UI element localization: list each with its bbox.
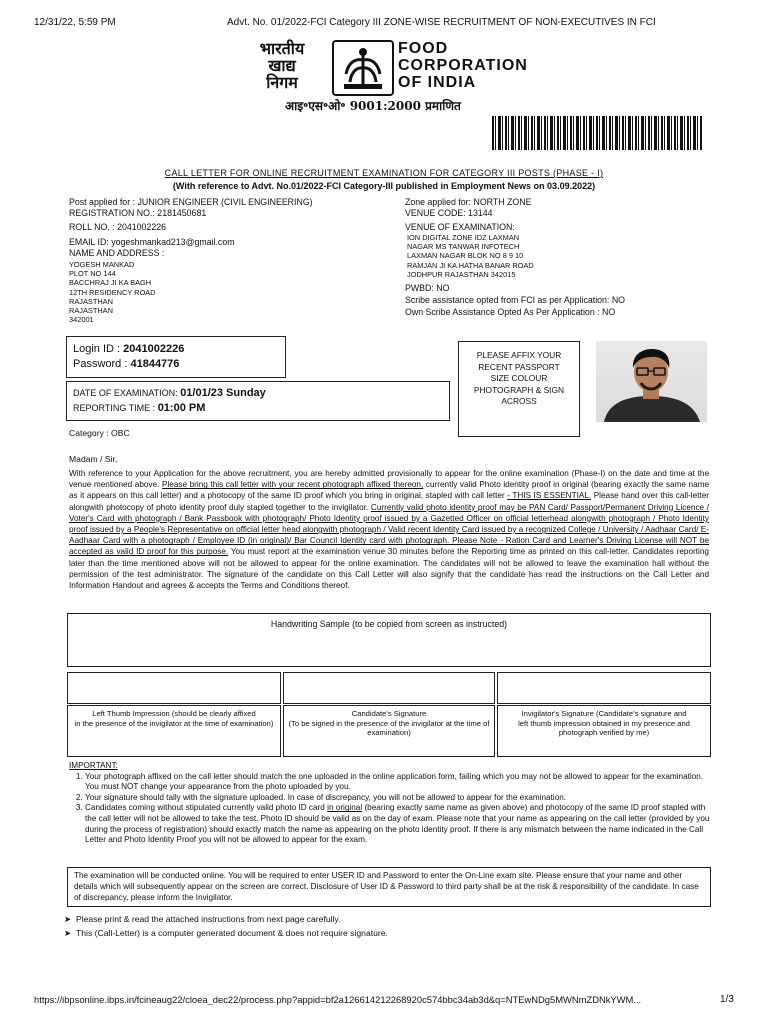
call-letter-subtitle: (With reference to Advt. No.01/2022-FCI Category-III published in Employment News on 03.09.2022) — [172, 181, 596, 191]
logo-english-line3: OF INDIA — [398, 74, 477, 91]
print-title: Advt. No. 01/2022-FCI Category III ZONE-WISE RECRUITMENT OF NON-EXECUTIVES IN FCI — [227, 17, 656, 28]
body-hand-over: Please hand over this call-letter alongwith photocopy of photo identity proof duly stapled together to the invigilator. — [69, 491, 709, 512]
category: Category : OBC — [69, 428, 130, 438]
candidate-photo — [596, 341, 707, 422]
affix-photo-box: PLEASE AFFIX YOUR RECENT PASSPORT SIZE COLOUR PHOTOGRAPH & SIGN ACROSS — [458, 341, 580, 437]
candidate-signature-label — [283, 705, 495, 757]
venue-code: VENUE CODE: 13144 — [405, 208, 493, 218]
exam-date-label: DATE OF EXAMINATION: — [73, 388, 181, 398]
address-line: YOGESH MANKAD — [69, 260, 135, 269]
venue-address — [407, 233, 725, 279]
arrow-bullet-icon: ➤ — [64, 914, 72, 924]
candidate-address — [69, 260, 389, 324]
venue-label: VENUE OF EXAMINATION: — [405, 222, 515, 232]
password-value: 41844776 — [130, 358, 180, 370]
address-line: 12TH RESIDENCY ROAD — [69, 287, 156, 297]
candidate-details — [69, 197, 389, 324]
important-item — [85, 803, 711, 845]
address-line: RAJASTHAN — [69, 296, 113, 306]
address-line: 342001 — [69, 315, 94, 325]
scribe-fci: Scribe assistance opted from FCI as per Application: NO — [405, 295, 626, 306]
venue-line: LAXMAN NAGAR BLOK NO 8 9 10 — [407, 251, 524, 261]
invigilator-signature-label — [497, 705, 711, 757]
logo-hindi-line3: निगम — [266, 73, 298, 92]
handwriting-sample-box — [67, 613, 711, 667]
reporting-time-value: 01:00 PM — [157, 402, 206, 414]
iso-certification: आइ॰एस॰ओ॰ 9001:2000 प्रमाणित — [285, 99, 461, 113]
venue-line: NAGAR MS TANWAR INFOTECH — [407, 242, 520, 252]
thumb-impression-area — [67, 672, 281, 704]
footer-note-text: Please print & read the attached instructions from next page carefully. — [76, 914, 341, 924]
body-reporting: You must report at the examination venue 30 minutes before the Reporting time as printed on this call-letter. Candidates reporting later than the time mentioned above will not be allowed to appear for the online examination. The candidates will not be allowed to leave the examination hall without the permission of the test administrator. The signature of the candidate on this Call Letter will also signify that the candidate has read the instructions on the Call Letter and Information Handout and agrees & accepts the Terms and Conditions thereof. — [69, 547, 709, 591]
person-photo-icon — [596, 341, 707, 422]
footer-note — [64, 927, 388, 941]
pwbd-status: PWBD: NO — [405, 283, 450, 294]
footer-note-text: This (Call-Letter) is a computer generated document & does not require signature. — [76, 927, 388, 938]
thumb-impression-label — [67, 705, 281, 757]
address-line: PLOT NO 144 — [69, 269, 116, 279]
logo-hindi-line1: भारतीय — [259, 39, 305, 58]
logo-hindi-line2: खाद्य — [268, 56, 296, 75]
invigilator-signature-area — [497, 672, 711, 704]
important-item-3c: (bearing exactly same name as given above) and photocopy of the same ID proof stapled with the call letter will not be allowed to take the test. Photo ID should be valid as on the day of exam. Please note that your name as appearing on the call letter (provided by you during the process of registration) should exactly match the name as appearing on the photo identity proof. If there is any mismatch between the name indicated in the Call Letter and Photo Identity Proof you will not be allowed to appear for the exam. — [85, 803, 710, 845]
zone-applied: Zone applied for: NORTH ZONE — [405, 197, 532, 207]
login-id-value: 2041002226 — [123, 343, 185, 355]
venue-details — [405, 197, 725, 318]
candidate-signature-area — [283, 672, 495, 704]
important-item: 1. Your photograph affixed on the call letter should match the one uploaded in the online application form, failing which you may not be allowed to appear for the examination. You must NOT change your appearance from the photo uploaded by you. — [85, 772, 711, 793]
login-box — [66, 336, 286, 378]
body-intro: With reference to your Application for the above recruitment, you are hereby admitted provisionally to appear for the online examination (Phase-I) on the date and time at the venue mentioned above. — [69, 469, 709, 490]
exam-date-value: 01/01/23 Sunday — [180, 387, 266, 399]
venue-line: JODHPUR RAJASTHAN 342015 — [407, 269, 516, 279]
call-letter-title: CALL LETTER FOR ONLINE RECRUITMENT EXAMINATION FOR CATEGORY III POSTS (PHASE - I) — [164, 168, 604, 178]
invigilator-signature-title: Invigilator's Signature (Candidate's signature and — [521, 709, 687, 718]
thumb-title: Left Thumb Impression (should be clearly affixed — [92, 709, 256, 718]
address-line: RAJASTHAN — [69, 306, 113, 316]
footer-notes — [64, 913, 388, 940]
exam-schedule-box — [66, 381, 450, 421]
important-item: 2. Your signature should tally with the signature uploaded. In case of discrepancy, you will not be allowed to appear for the examination. — [85, 793, 711, 804]
logo-english-line1: FOOD — [398, 40, 449, 57]
arrow-bullet-icon: ➤ — [64, 927, 72, 938]
instructions-paragraph — [69, 468, 709, 591]
reporting-time-label: REPORTING TIME : — [73, 403, 158, 413]
body-essential: - THIS IS ESSENTIAL. — [507, 491, 592, 501]
important-item-3a: Candidates coming without stipulated currently valid photo ID card — [85, 803, 328, 813]
important-heading: IMPORTANT: — [69, 761, 118, 770]
registration-number: REGISTRATION NO.: 2181450681 — [69, 208, 207, 218]
body-valid-id-list: Currently valid photo identity proof may be PAN Card/ Passport/Permanent Driving Licence / Voter's Card with photograph / Bank Passbook with photograph/ Photo Identity proof issued by a Gazetted Officer on official letterhead alongwith photograph / Photo Identity proof issued by a People's Representative on official letter head alongwith photograph / Valid recent Identity Card issued by a recognized College / University / Aadhaar Card/ E-Aadhaar Card with a photograph / Employee ID (in original)/ Bar Council Identity card with photograph. Please Note - Ration Card and Learner's Driving License will NOT be accepted as valid ID proof for this purpose. — [69, 502, 710, 557]
email-id: EMAIL ID: yogeshmankad213@gmail.com — [69, 237, 235, 247]
print-datetime: 12/31/22, 5:59 PM — [34, 17, 116, 28]
thumb-instruction: in the presence of the invigilator at the time of examination) — [74, 718, 274, 728]
address-line: BACCHRAJ JI KA BAGH — [69, 278, 152, 288]
body-photo-id: currently valid Photo identity proof in original (bearing exactly the same name as it appears on this call letter) and a photocopy of the same ID proof which you bring in original, stapled with call letter — [69, 480, 710, 501]
barcode — [492, 116, 702, 150]
important-item-3b: in original — [327, 803, 363, 813]
scribe-own: Own Scribe Assistance Opted As Per Application : NO — [405, 307, 616, 318]
venue-line: ION DIGITAL ZONE IDZ LAXMAN — [407, 233, 520, 242]
invigilator-signature-instruction: left thumb impression obtained in my presence and photograph verified by me) — [518, 718, 690, 738]
handwriting-label: Handwriting Sample (to be copied from screen as instructed) — [270, 619, 508, 629]
print-page-number: 1/3 — [720, 994, 734, 1005]
salutation: Madam / Sir, — [69, 454, 118, 464]
candidate-signature-title: Candidate's Signature — [351, 709, 427, 718]
emblem-icon — [332, 40, 394, 96]
footer-note — [64, 913, 388, 927]
name-address-label: NAME AND ADDRESS : — [69, 248, 165, 258]
important-section — [69, 761, 711, 846]
online-exam-note: The examination will be conducted online. You will be required to enter USER ID and Password to enter the On-Line exam site. Please ensure that your name and other details which will subsequently appear on the screen are correct. Disclosure of User ID & Password to third party shall be at the risk & responsibility of the candidate. In case of discrepancy, please inform the Invigilator. — [67, 867, 711, 907]
print-url: https://ibpsonline.ibps.in/fcineaug22/cloea_dec22/process.php?appid=bf2a126614212268920c574bbc34ab3d&q=NTEwNDg5MWNmZDNkYWM... — [34, 994, 642, 1005]
post-applied: Post applied for : JUNIOR ENGINEER (CIVIL ENGINEERING) — [69, 197, 313, 207]
logo-english-line2: CORPORATION — [398, 57, 528, 74]
important-list — [69, 772, 711, 846]
login-id-label: Login ID : — [73, 343, 124, 355]
roll-number: ROLL NO. : 2041002226 — [69, 222, 166, 232]
candidate-signature-instruction: (To be signed in the presence of the invigilator at the time of examination) — [288, 718, 490, 738]
venue-line: RAMJAN JI KA HATHA BANAR ROAD — [407, 260, 534, 270]
body-bring-letter: Please bring this call letter with your recent photograph affixed thereon, — [161, 480, 424, 490]
password-label: Password : — [73, 358, 131, 370]
